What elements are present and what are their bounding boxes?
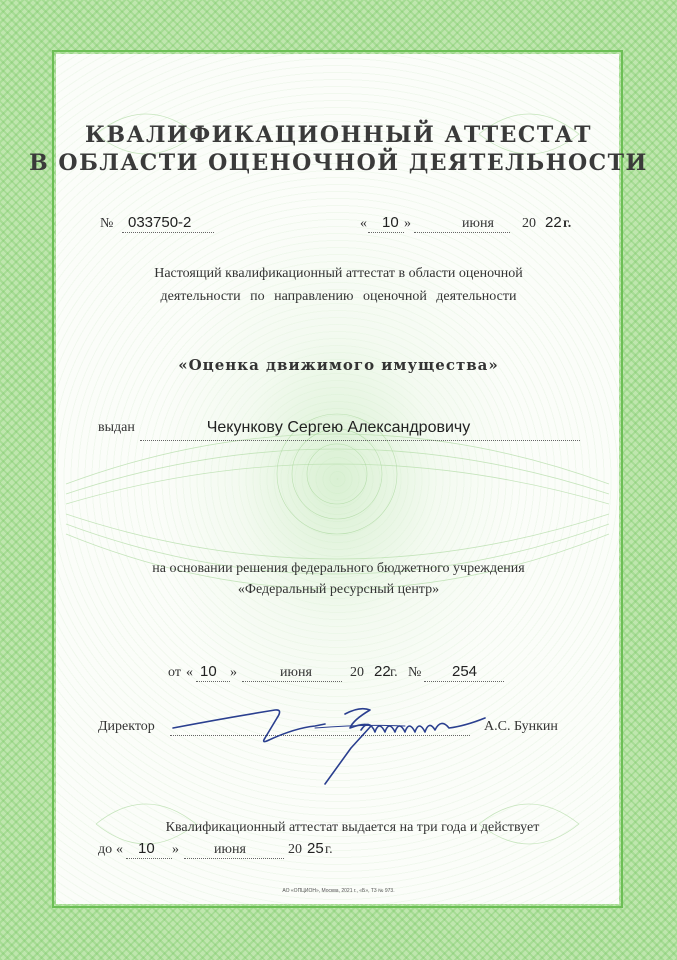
valid-day: 10: [138, 840, 155, 857]
date-year-unit: г.: [563, 216, 572, 231]
decision-number-underline: [424, 681, 504, 682]
decision-number-label: №: [408, 665, 422, 680]
recipient-name: Чекунковy Сергею Александровичу: [206, 419, 471, 436]
valid-open-quote: «: [116, 842, 123, 857]
valid-until-label: до: [98, 842, 113, 857]
decision-close-quote: »: [230, 665, 237, 680]
date-open-quote: «: [360, 216, 367, 231]
certificate-title-line2: В ОБЛАСТИ ОЦЕНОЧНОЙ ДЕЯТЕЛЬНОСТИ: [29, 150, 648, 176]
valid-month-underline: [184, 858, 284, 859]
date-day: 10: [382, 214, 399, 231]
date-month-underline: [414, 232, 510, 233]
number-underline: [122, 232, 214, 233]
recipient-underline: [140, 440, 580, 441]
director-signature: [165, 688, 510, 793]
issued-label: выдан: [98, 420, 135, 435]
valid-month: июня: [214, 842, 246, 857]
number-label: №: [100, 216, 114, 231]
valid-close-quote: »: [172, 842, 179, 857]
date-month: июня: [462, 216, 494, 231]
date-day-underline: [368, 232, 404, 233]
decision-month-underline: [242, 681, 342, 682]
decision-day-underline: [196, 681, 230, 682]
valid-year-unit: г.: [325, 842, 333, 857]
basis-line-1: на основании решения федерального бюджетного учреждения: [152, 561, 525, 576]
valuation-direction: «Оценка движимого имущества»: [178, 356, 499, 374]
director-name: А.С. Бункин: [484, 719, 558, 734]
certificate-title-line1: КВАЛИФИКАЦИОННЫЙ АТТЕСТАТ: [84, 122, 593, 148]
valid-year-suffix: 25: [307, 840, 324, 857]
decision-month: июня: [280, 665, 312, 680]
valid-year-prefix: 20: [288, 842, 302, 857]
certificate-number: 033750-2: [128, 214, 192, 231]
printer-note: АО «ОПЦИОН», Москва, 2021 г., «Б», Т3 № 973.: [282, 888, 395, 894]
director-label: Директор: [98, 719, 155, 734]
valid-day-underline: [126, 858, 172, 859]
decision-from-label: от: [168, 665, 181, 680]
decision-year-suffix: 22: [374, 663, 391, 680]
decision-open-quote: «: [186, 665, 193, 680]
decision-year-unit: г.: [390, 665, 398, 680]
decision-year-prefix: 20: [350, 665, 364, 680]
date-close-quote: »: [404, 216, 411, 231]
date-year-prefix: 20: [522, 216, 536, 231]
body-line-2: деятельности по направлению оценочной деятельности: [160, 289, 517, 304]
body-line-1: Настоящий квалификационный аттестат в области оценочной: [154, 266, 523, 281]
validity-line: Квалификационный аттестат выдается на три года и действует: [165, 820, 540, 835]
basis-line-2: «Федеральный ресурсный центр»: [237, 582, 440, 597]
date-year-suffix: 22: [545, 214, 562, 231]
decision-day: 10: [200, 663, 217, 680]
decision-number: 254: [452, 663, 478, 680]
